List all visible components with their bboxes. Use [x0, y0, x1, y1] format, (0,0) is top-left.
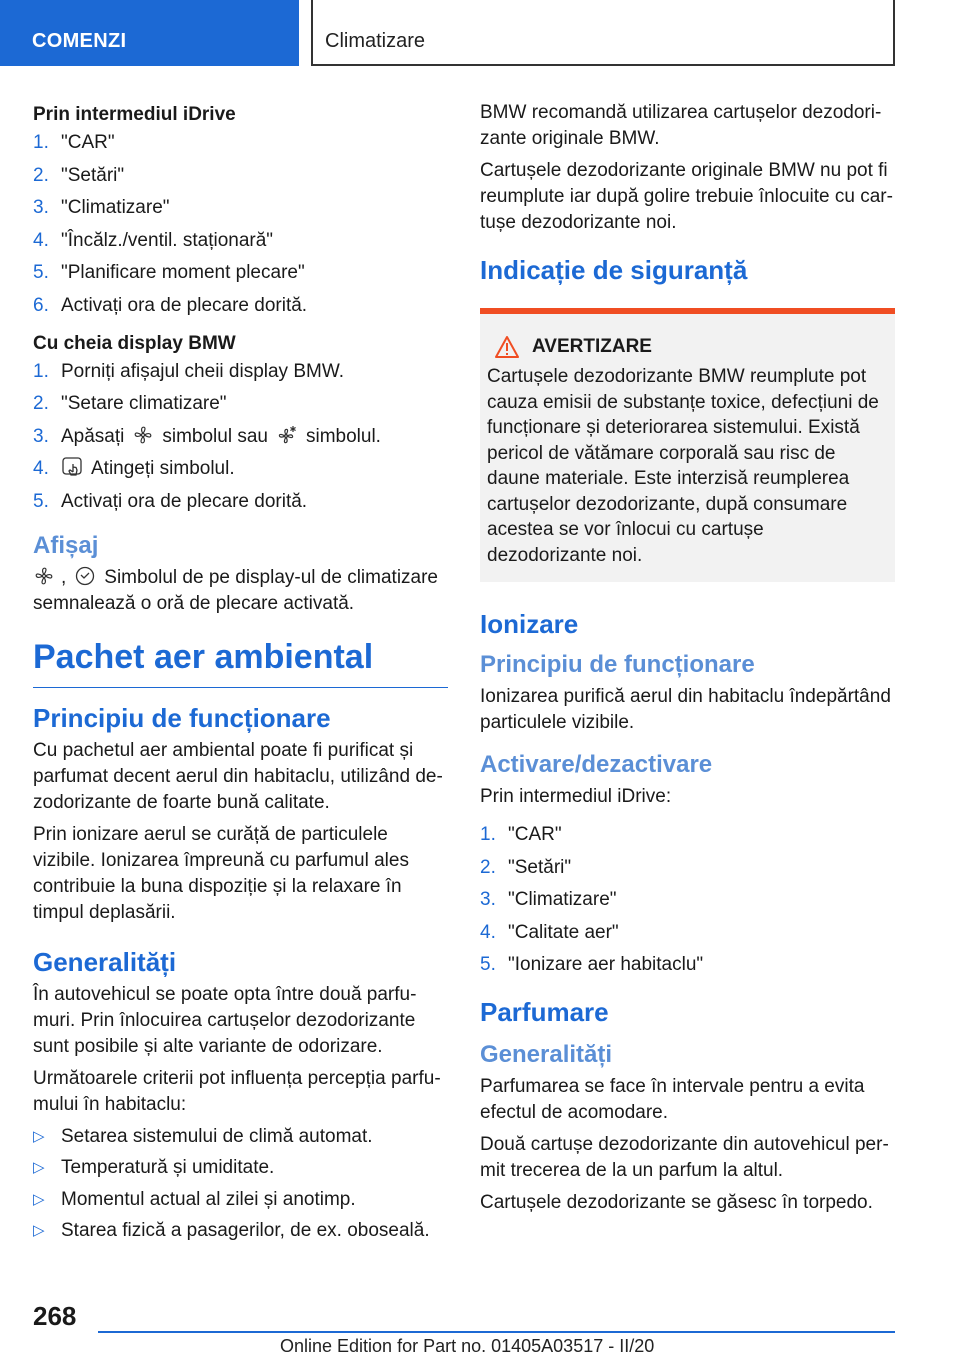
list-item: ▷ Starea fizică a pasagerilor, de ex. oboseală.	[33, 1220, 430, 1241]
list-item: 1. Porniți afișajul cheii display BMW.	[33, 360, 344, 382]
generalitati-p1: În autovehicul se poate opta între două parfumuri. Prin înlocuirea cartușelor dezodorizante sunt posibile și alte variante de odorizare.	[33, 983, 417, 1057]
fan-icon	[132, 424, 154, 446]
clock-icon	[74, 565, 96, 587]
fan-snow-icon	[276, 424, 298, 446]
key-steps	[33, 359, 448, 515]
key-label: Cu cheia display BMW	[33, 332, 236, 354]
idrive-steps	[33, 130, 448, 319]
parfumare-heading: Parfumare	[480, 997, 609, 1027]
pachet-heading: Pachet aer ambiental	[33, 637, 448, 688]
list-item: 3. "Climatizare"	[33, 197, 170, 218]
left-column	[33, 100, 448, 1250]
ion-principiu-heading: Principiu de funcționare	[480, 651, 755, 678]
generalitati-p2: Următoarele criterii pot influența percepția parfumului în habitaclu:	[33, 1067, 441, 1115]
parf-general-heading: Generalități	[480, 1041, 613, 1068]
ion-principiu-p: Ionizarea purifică aerul din habitaclu îndepărtând particulele vizibile.	[480, 686, 891, 733]
section-title: Climatizare	[311, 0, 895, 66]
touch-icon	[61, 456, 83, 478]
list-item: 2. "Setare climatizare"	[33, 393, 227, 414]
list-item: 4. "Calitate aer"	[480, 921, 619, 943]
list-item: ▷ Momentul actual al zilei și anotimp.	[33, 1188, 356, 1210]
list-item: 5. "Planificare moment plecare"	[33, 262, 305, 283]
footer-divider	[98, 1331, 895, 1333]
afisaj-text: , Simbolul de pe display-ul de climatizare semnalează o oră de plecare activată.	[33, 566, 438, 614]
principiu-p1: Cu pachetul aer ambiental poate fi purificat și parfumat decent aerul din habitaclu, utilizând dezodorizante de foarte bună calitate.	[33, 739, 443, 813]
list-item: 1. "CAR"	[33, 132, 115, 153]
page-number: 268	[33, 1301, 77, 1331]
list-item: 1. "CAR"	[480, 824, 562, 845]
safety-heading: Indicație de siguranță	[480, 255, 748, 285]
principiu-heading: Principiu de funcționare	[33, 702, 331, 733]
edition-text: Online Edition for Part no. 01405A03517 - II/20	[280, 1336, 655, 1356]
activare-heading: Activare/dezactivare	[480, 751, 713, 778]
list-item: 4. Atingeți simbolul.	[33, 458, 235, 479]
afisaj-heading: Afișaj	[33, 531, 99, 559]
parf-p1: Parfumarea se face în intervale pentru a evita efectul de acomodare.	[480, 1076, 865, 1123]
warning-title: AVERTIZARE	[494, 334, 887, 360]
activare-steps	[480, 822, 895, 978]
chapter-tab[interactable]: COMENZI	[0, 0, 299, 66]
ionizare-heading: Ionizare	[480, 609, 579, 639]
parf-p2: Două cartușe dezodorizante din autovehicul permit trecerea de la un parfum la altul.	[480, 1134, 889, 1181]
warning-box	[480, 310, 895, 582]
list-item: 2. "Setări"	[33, 164, 125, 186]
page-header	[0, 0, 960, 66]
list-item: 2. "Setări"	[480, 856, 572, 878]
right-column	[480, 100, 895, 1222]
generalitati-heading: Generalități	[33, 946, 177, 977]
warning-triangle-icon	[494, 335, 520, 359]
parf-p3: Cartușele dezodorizante se găsesc în torpedo.	[480, 1192, 873, 1213]
list-item: 6. Activați ora de plecare dorită.	[33, 294, 308, 316]
warning-bar	[480, 308, 895, 314]
list-item: 5. Activați ora de plecare dorită.	[33, 490, 308, 512]
idrive-label: Prin intermediul iDrive	[33, 104, 236, 125]
list-item: 3. Apăsați simbolul sau simbolul.	[33, 425, 381, 447]
criteria-list	[33, 1124, 448, 1245]
list-item: ▷ Setarea sistemului de climă automat.	[33, 1125, 373, 1147]
activare-label: Prin intermediul iDrive:	[480, 786, 672, 807]
list-item: 4. "Încălz./ventil. staționară"	[33, 229, 274, 251]
list-item: ▷ Temperatură și umiditate.	[33, 1157, 275, 1178]
warning-text: Cartușele dezodorizante BMW reumplute pot cauza emisii de substanțe toxice, defecțiuni de funcționare și deteriorarea sistemului. Există pericol de vătămare corporală sau risc de daune materiale. Este interzisă reumplerea cartușelor dezodorizante, după consumare acestea se vor înlocui cu cartușe dezodorizante noi.	[487, 366, 879, 566]
intro-p2: Cartușele dezodorizante originale BMW nu pot fi reumplute iar după golire trebuie înlocuite cu cartușe dezodorizante noi.	[480, 160, 893, 233]
list-item: 3. "Climatizare"	[480, 889, 617, 910]
principiu-p2: Prin ionizare aerul se curăță de particulele vizibile. Ionizarea împreună cu parfumul ales contribuie la buna dispoziție și la relaxare în timpul deplasării.	[33, 823, 409, 923]
fan-icon	[33, 565, 55, 587]
list-item: 5. "Ionizare aer habitaclu"	[480, 954, 704, 975]
intro-p1: BMW recomandă utilizarea cartușelor dezodorizante originale BMW.	[480, 102, 882, 149]
